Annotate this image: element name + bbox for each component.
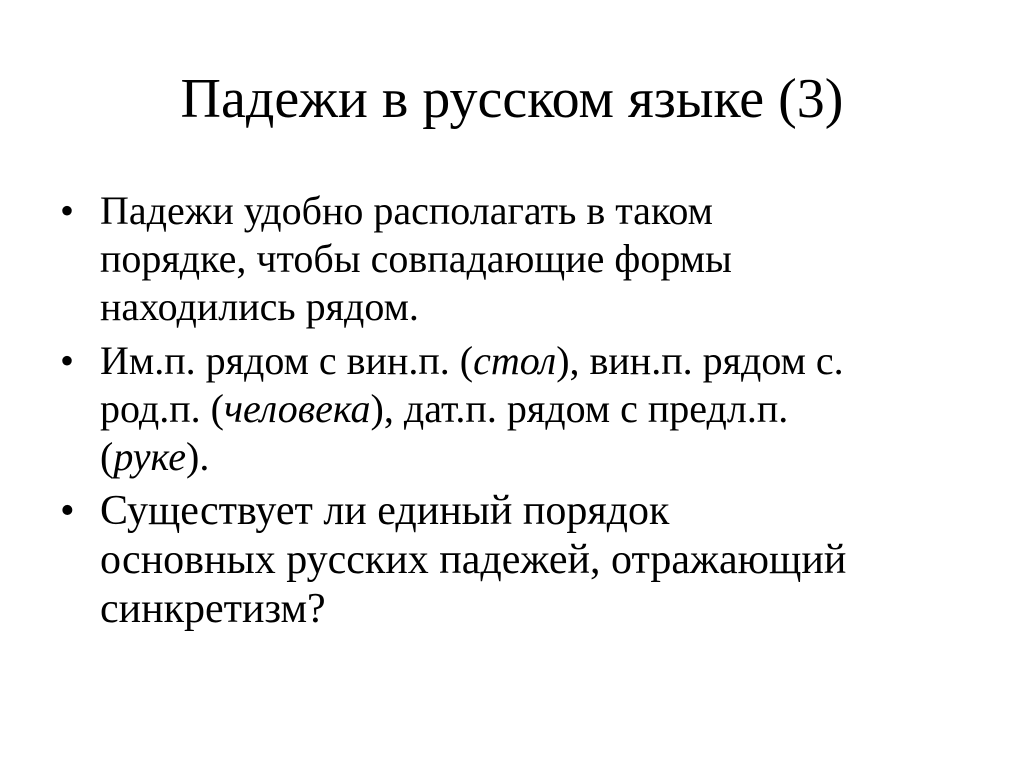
text-run: порядке, чтобы совпадающие формы: [100, 236, 732, 281]
bullet-item: [0, 187, 1024, 331]
example-word: руке: [113, 434, 187, 479]
example-word: стол: [473, 338, 557, 383]
text-run: (: [100, 434, 114, 479]
bullet-marker: •: [60, 338, 75, 383]
slide-title: Падежи в русском языке (3): [180, 68, 844, 130]
bullet-marker: •: [60, 188, 75, 233]
bullet-marker: •: [60, 488, 75, 534]
bullet-item: [0, 337, 1024, 481]
bullet-line: [100, 187, 980, 235]
text-run: находились рядом.: [100, 284, 419, 329]
bullet-text: [100, 337, 980, 481]
text-run: синкретизм?: [100, 586, 326, 632]
text-run: ).: [186, 434, 210, 479]
bullet-line: [100, 536, 980, 585]
text-run: ), дат.п. рядом с предл.п.: [370, 386, 789, 431]
bullet-line: [100, 385, 980, 433]
bullet-text: [100, 187, 980, 331]
text-run: Им.п. рядом с вин.п. (: [100, 338, 474, 383]
text-run: основных русских падежей, отражающий: [100, 537, 847, 583]
bullet-line: [100, 433, 980, 481]
text-run: Существует ли единый порядок: [100, 488, 670, 534]
text-run: ), вин.п. рядом с.: [556, 338, 844, 383]
bullet-item: [0, 487, 1024, 634]
bullet-line: [100, 283, 980, 331]
text-run: Падежи удобно располагать в таком: [100, 188, 713, 233]
example-word: человека: [223, 386, 371, 431]
bullet-line: [100, 487, 980, 536]
bullet-line: [100, 585, 980, 634]
bullet-line: [100, 337, 980, 385]
bullet-text: [100, 487, 980, 634]
bullet-line: [100, 235, 980, 283]
text-run: род.п. (: [100, 386, 224, 431]
bullet-list: [0, 187, 1024, 642]
